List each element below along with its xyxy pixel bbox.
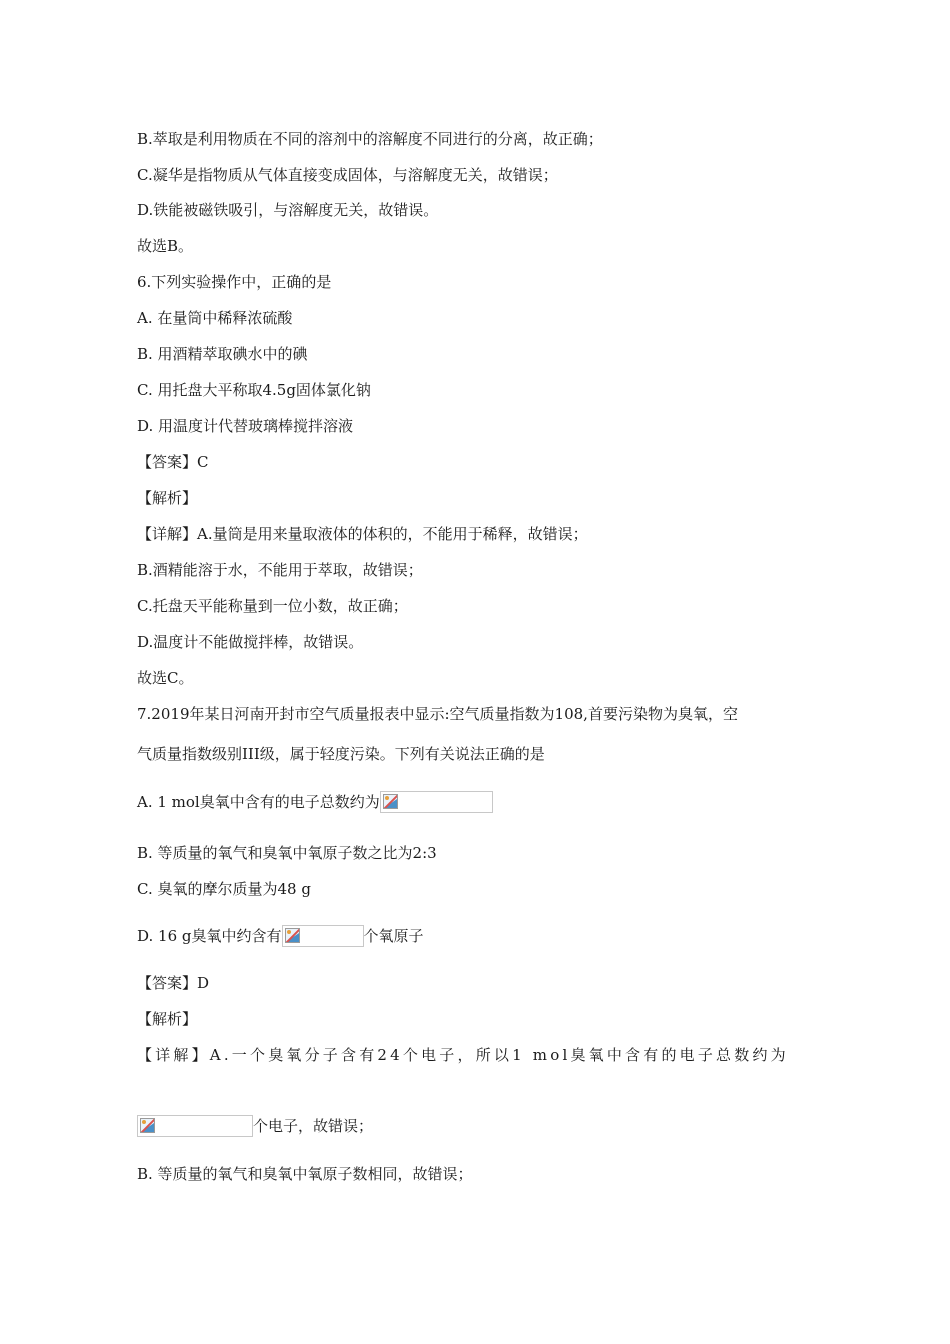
question-7-analysis-heading: 【解析】 bbox=[137, 1010, 198, 1028]
broken-image-placeholder bbox=[137, 1115, 253, 1137]
detail-a-text-after: 个电子，故错误； bbox=[253, 1117, 374, 1135]
question-6-option-c: C. 用托盘大平称取4.5g固体氯化钠 bbox=[137, 381, 371, 399]
question-7-option-d bbox=[137, 925, 424, 947]
question-6-detail-d: D.温度计不能做搅拌棒，故错误。 bbox=[137, 633, 364, 651]
question-7-detail-a-line-2 bbox=[137, 1115, 373, 1137]
text-line: 故选B。 bbox=[137, 237, 194, 255]
broken-image-placeholder bbox=[380, 791, 493, 813]
option-a-text: A. 1 mol臭氧中含有的电子总数约为 bbox=[137, 793, 380, 811]
broken-image-placeholder bbox=[282, 925, 364, 947]
option-d-text: D. 16 g臭氧中约含有 bbox=[137, 927, 282, 945]
broken-image-icon bbox=[285, 928, 300, 943]
broken-image-icon bbox=[383, 794, 398, 809]
question-6-detail-b: B.酒精能溶于水，不能用于萃取，故错误； bbox=[137, 561, 423, 579]
question-6-detail-a: 【详解】A.量筒是用来量取液体的体积的，不能用于稀释，故错误； bbox=[137, 525, 588, 543]
question-6-option-b: B. 用酒精萃取碘水中的碘 bbox=[137, 345, 308, 363]
broken-image-icon bbox=[140, 1118, 155, 1133]
question-7-stem-line-1: 7.2019年某日河南开封市空气质量报表中显示:空气质量指数为108,首要污染物为臭氧，空 bbox=[137, 705, 738, 723]
text-line: D.铁能被磁铁吸引，与溶解度无关，故错误。 bbox=[137, 201, 439, 219]
option-d-text-after: 个氧原子 bbox=[363, 927, 424, 945]
question-6-conclusion: 故选C。 bbox=[137, 669, 194, 687]
question-7-detail-b: B. 等质量的氧气和臭氧中氧原子数相同，故错误； bbox=[137, 1165, 473, 1183]
question-6-option-d: D. 用温度计代替玻璃棒搅拌溶液 bbox=[137, 417, 354, 435]
text-line: C.凝华是指物质从气体直接变成固体，与溶解度无关，故错误； bbox=[137, 166, 558, 184]
question-6-answer: 【答案】C bbox=[137, 453, 209, 471]
question-7-option-b: B. 等质量的氧气和臭氧中氧原子数之比为2:3 bbox=[137, 844, 437, 862]
question-7-stem-line-2: 气质量指数级别III级，属于轻度污染。下列有关说法正确的是 bbox=[137, 745, 545, 763]
question-7-detail-a-line-1: 【详解】A.一个臭氧分子含有24个电子，所以1 mol臭氧中含有的电子总数约为 bbox=[137, 1046, 789, 1064]
text-line: B.萃取是利用物质在不同的溶剂中的溶解度不同进行的分离，故正确； bbox=[137, 130, 603, 148]
question-6-detail-c: C.托盘天平能称量到一位小数，故正确； bbox=[137, 597, 408, 615]
question-6-option-a: A. 在量筒中稀释浓硫酸 bbox=[137, 309, 293, 327]
question-6-analysis-heading: 【解析】 bbox=[137, 489, 198, 507]
question-7-answer: 【答案】D bbox=[137, 974, 210, 992]
question-7-option-c: C. 臭氧的摩尔质量为48 g bbox=[137, 880, 311, 898]
question-7-option-a bbox=[137, 791, 493, 813]
question-6-stem: 6.下列实验操作中，正确的是 bbox=[137, 273, 332, 291]
